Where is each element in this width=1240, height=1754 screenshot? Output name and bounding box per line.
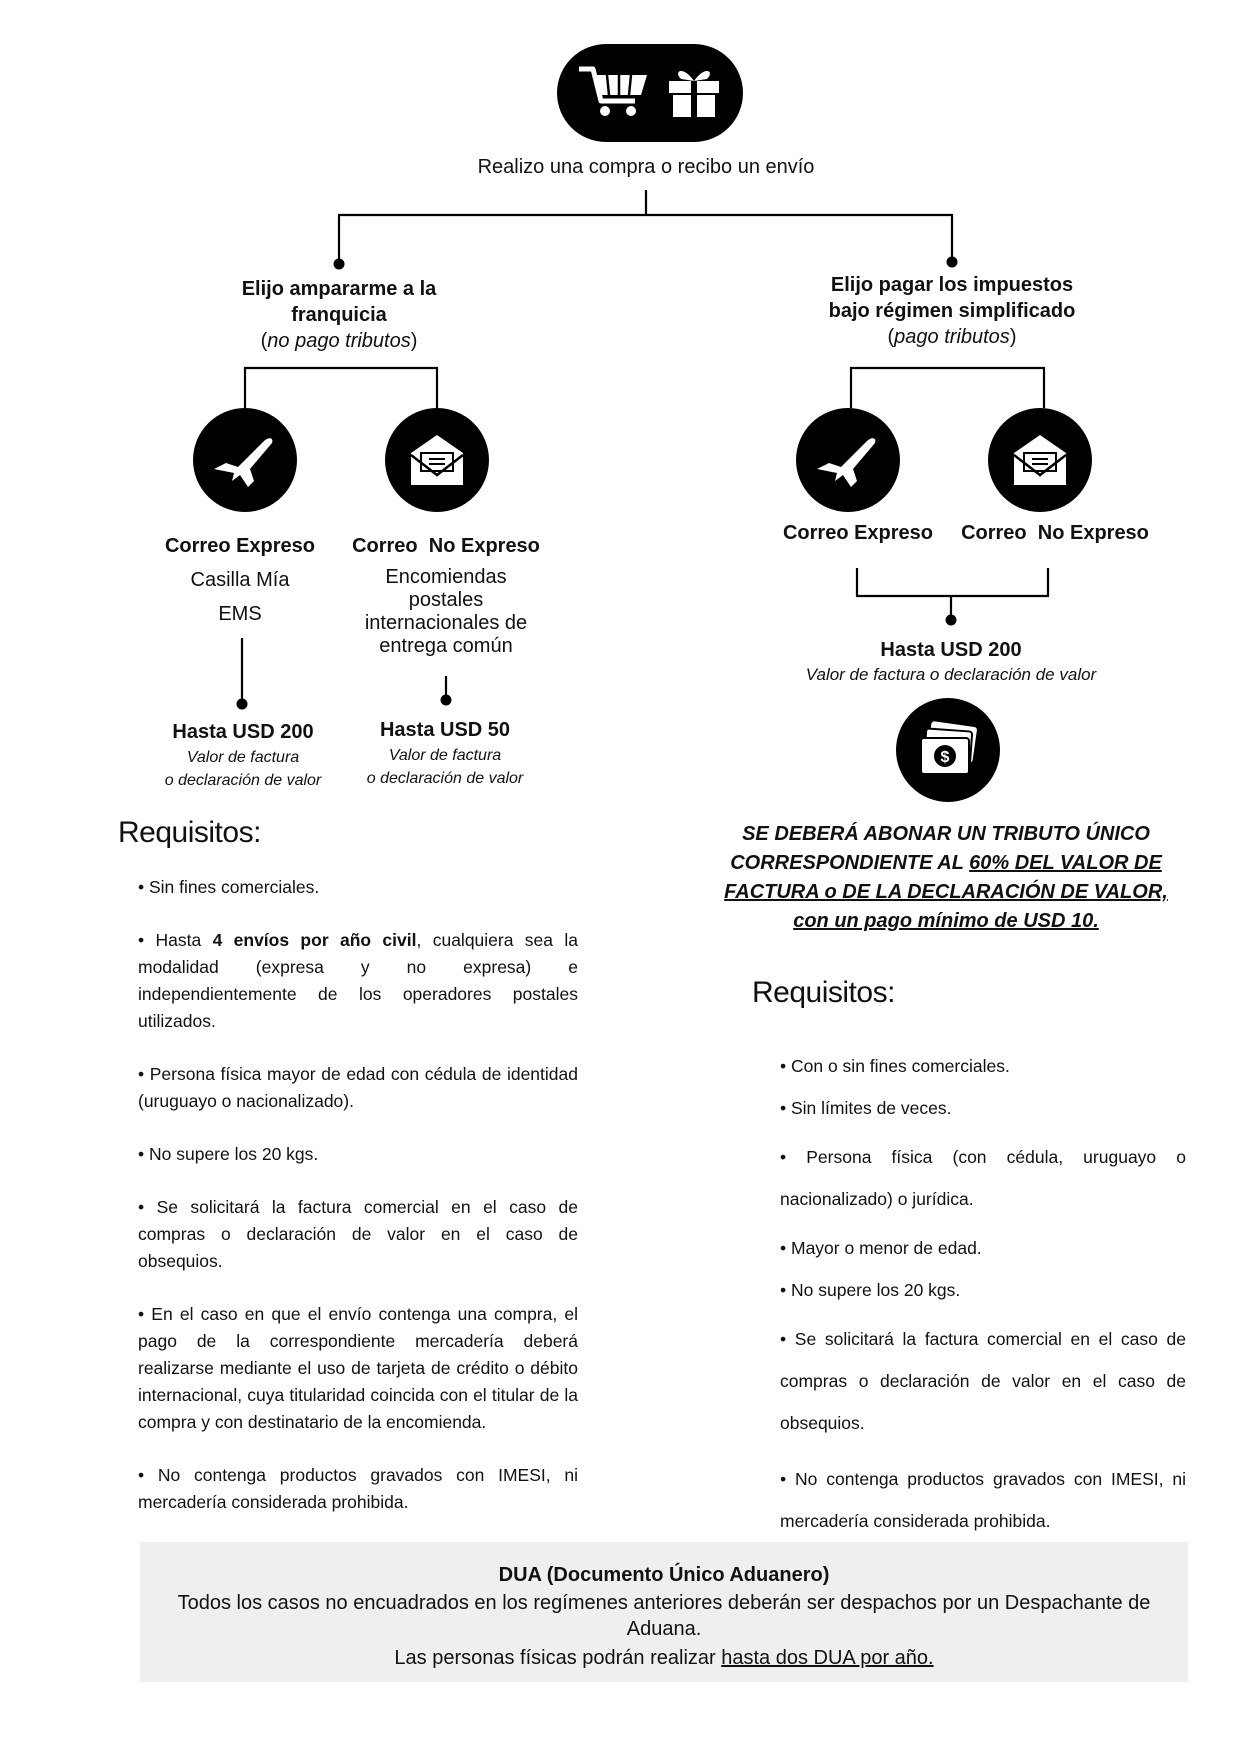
- list-item: • Persona física mayor de edad con cédula de identidad (uruguayo o nacionalizado).: [138, 1064, 578, 1111]
- limit-amount: Hasta USD 200: [880, 639, 1022, 661]
- dua-limit-note: Las personas físicas podrán realizar hasta dos DUA por año.: [394, 1647, 934, 1669]
- shopping-badge: [557, 44, 743, 142]
- left-branch-title: [216, 276, 462, 354]
- list-item: • Hasta 4 envíos por año civil, cualquiera sea la modalidad (expresa y no expresa) e independientemente de los operadores postales utilizados.: [138, 930, 578, 1031]
- express-service: EMS: [218, 603, 262, 625]
- express-service: Casilla Mía: [190, 569, 290, 591]
- limit-note: Valor de factura: [186, 749, 300, 766]
- left-branch-heading: Elijo ampararme a la franquicia: [241, 278, 437, 326]
- flow-start-caption: Realizo una compra o recibo un envío: [477, 156, 815, 178]
- left-branch-subtitle: (no pago tributos): [260, 330, 418, 352]
- left-nonexpress-block: [344, 532, 548, 658]
- list-item: • Se solicitará la factura comercial en el caso de compras o declaración de valor en el caso de obsequios.: [780, 1329, 1186, 1433]
- gift-icon: [665, 61, 723, 126]
- limit-note: Valor de factura: [388, 747, 502, 764]
- tax-statement-text: SE DEBERÁ ABONAR UN TRIBUTO ÚNICO CORRESPONDIENTE AL: [730, 823, 1150, 874]
- envelope-icon: [385, 408, 489, 512]
- cart-icon: [577, 61, 651, 126]
- list-item: • Sin fines comerciales.: [138, 877, 320, 897]
- list-item: • Mayor o menor de edad.: [780, 1238, 982, 1258]
- dua-limit-link: hasta dos DUA por año.: [721, 1647, 934, 1669]
- right-branch-subtitle: (pago tributos): [887, 326, 1017, 348]
- list-item: • No contenga productos gravados con IMESI, ni mercadería considerada prohibida.: [780, 1469, 1186, 1531]
- list-item: • Se solicitará la factura comercial en el caso de compras o declaración de valor en el caso de obsequios.: [138, 1197, 578, 1271]
- dua-panel: [140, 1542, 1188, 1682]
- left-nonexpress-limit: [352, 716, 538, 790]
- limit-note: o declaración de valor: [366, 770, 524, 787]
- right-limit: [770, 636, 1132, 686]
- express-label: Correo Expreso: [164, 535, 316, 557]
- limit-note: Valor de factura o declaración de valor: [805, 665, 1097, 684]
- envelope-icon: [988, 408, 1092, 512]
- list-item: • No contenga productos gravados con IMESI, ni mercadería considerada prohibida.: [138, 1465, 578, 1512]
- left-requirements-list: [138, 874, 578, 1542]
- limit-amount: Hasta USD 50: [379, 719, 511, 741]
- list-item: • Sin límites de veces.: [780, 1098, 952, 1118]
- tax-statement-emphasis: 60% DEL VALOR DE FACTURA o DE LA DECLARACIÓN DE VALOR, con un pago mínimo de USD 10.: [724, 852, 1168, 932]
- right-requirements-list: [780, 1052, 1186, 1556]
- dua-description: Todos los casos no encuadrados en los regímenes anteriores deberán ser despachos por un Despachante de Aduana.: [177, 1592, 1151, 1640]
- airplane-icon: [796, 408, 900, 512]
- right-express-label: Correo Expreso: [782, 522, 934, 544]
- svg-text:$: $: [940, 749, 950, 766]
- limit-amount: Hasta USD 200: [172, 721, 314, 743]
- right-branch-title: [810, 272, 1094, 350]
- tax-statement: [706, 820, 1186, 936]
- list-item: • No supere los 20 kgs.: [780, 1280, 961, 1300]
- left-express-block: [150, 532, 330, 628]
- list-item: • Persona física (con cédula, uruguayo o nacionalizado) o jurídica.: [780, 1147, 1187, 1209]
- airplane-icon: [193, 408, 297, 512]
- left-express-limit: [150, 718, 336, 792]
- list-item: • En el caso en que el envío contenga una compra, el pago de la correspondiente mercadería deberá realizarse mediante el uso de tarjeta de crédito o débito internacional, cuya titularidad coincida con el titular de la compra y con destinatario de la encomienda.: [138, 1304, 578, 1432]
- limit-note: o declaración de valor: [164, 772, 322, 789]
- dua-title: DUA (Documento Único Aduanero): [498, 1564, 830, 1586]
- nonexpress-description: Encomiendas postales internacionales de entrega común: [364, 566, 528, 657]
- right-nonexpress-label: Correo No Expreso: [961, 522, 1149, 544]
- right-requirements-title: Requisitos:: [752, 976, 895, 1009]
- right-branch-heading: Elijo pagar los impuestos bajo régimen simplificado: [828, 274, 1076, 322]
- left-requirements-title: Requisitos:: [118, 816, 261, 849]
- nonexpress-label: Correo No Expreso: [352, 535, 540, 557]
- list-item: • Con o sin fines comerciales.: [780, 1056, 1010, 1076]
- list-item: • No supere los 20 kgs.: [138, 1144, 319, 1164]
- money-icon: [896, 698, 1000, 802]
